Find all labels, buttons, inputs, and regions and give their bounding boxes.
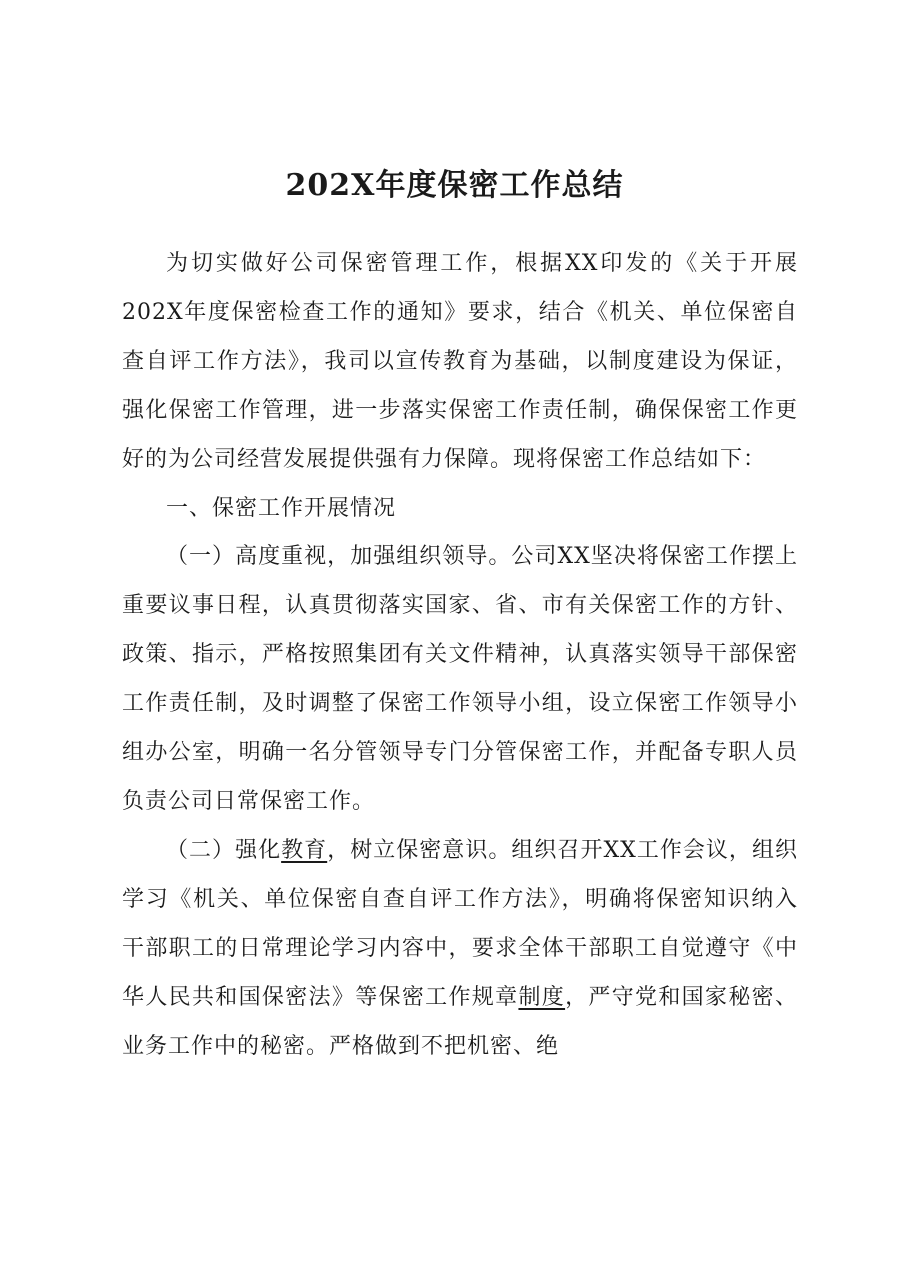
item-two-text-a: （二）强化 bbox=[166, 837, 282, 863]
item-two-text-e: ，严守党和国家秘密、业务工作中的秘密。严格做到不把机密、绝 bbox=[122, 984, 798, 1059]
document-body bbox=[122, 240, 798, 1071]
item-two-text-c: ，树立保密意识。组织召开XX工作会议，组织学习《机关、单位保密自查自评工作方法》，明确将保密知识纳入干部职工的日常理论学习内容中，要求全体干部职工自觉遵守《中华人民共和国保密法》等保密工作规章 bbox=[122, 837, 798, 1010]
section-heading: 一、保密工作开展情况 bbox=[166, 495, 397, 521]
item-two-paragraph bbox=[122, 827, 798, 1072]
item-one-paragraph: （一）高度重视，加强组织领导。公司XX坚决将保密工作摆上重要议事日程，认真贯彻落实国家、省、市有关保密工作的方针、政策、指示，严格按照集团有关文件精神，认真落实领导干部保密工作责任制，及时调整了保密工作领导小组，设立保密工作领导小组办公室，明确一名分管领导专门分管保密工作，并配备专职人员负责公司日常保密工作。 bbox=[122, 544, 798, 814]
intro-paragraph: 为切实做好公司保密管理工作，根据XX印发的《关于开展202X年度保密检查工作的通知》要求，结合《机关、单位保密自查自评工作方法》，我司以宣传教育为基础，以制度建设为保证，强化保密工作管理，进一步落实保密工作责任制，确保保密工作更好的为公司经营发展提供强有力保障。现将保密工作总结如下： bbox=[122, 251, 798, 472]
underlined-word-education: 教育 bbox=[281, 837, 328, 863]
document-title: 202X年度保密工作总结 bbox=[285, 168, 624, 203]
underlined-word-system: 制度 bbox=[518, 984, 566, 1010]
